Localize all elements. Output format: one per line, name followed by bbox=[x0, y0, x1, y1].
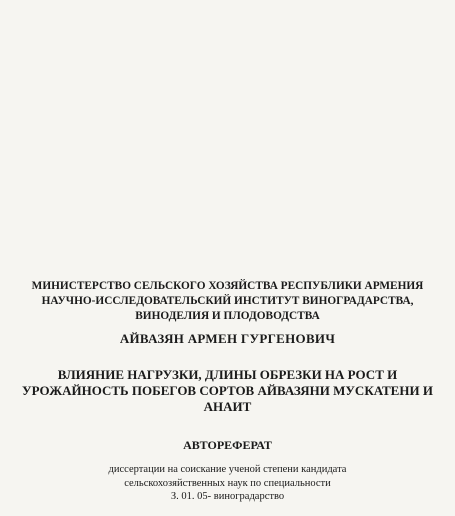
russian-document-kind: АВТОРЕФЕРАТ bbox=[183, 438, 272, 452]
russian-title-line: АНАИТ bbox=[203, 399, 252, 414]
russian-ministry-block bbox=[0, 279, 455, 324]
russian-title-line: УРОЖАЙНОСТЬ ПОБЕГОВ СОРТОВ АЙВАЗЯНИ МУСКАТЕНИ И bbox=[22, 383, 433, 398]
ministry-line: МИНИСТЕРСТВО СЕЛЬСКОГО ХОЗЯЙСТВА РЕСПУБЛИКИ АРМЕНИЯ bbox=[31, 280, 424, 292]
russian-author-name: АЙВАЗЯН АРМЕН ГУРГЕНОВИЧ bbox=[119, 331, 336, 346]
ministry-line: НАУЧНО-ИССЛЕДОВАТЕЛЬСКИЙ ИНСТИТУТ ВИНОГРАДАРСТВА, bbox=[41, 295, 414, 307]
purpose-line: диссертации на соискание ученой степени кандидата bbox=[108, 464, 347, 475]
ministry-line: ВИНОДЕЛИЯ И ПЛОДОВОДСТВА bbox=[135, 310, 320, 322]
russian-title-line: ВЛИЯНИЕ НАГРУЗКИ, ДЛИНЫ ОБРЕЗКИ НА РОСТ И bbox=[57, 367, 398, 382]
russian-dissertation-title bbox=[0, 367, 455, 415]
russian-purpose-block bbox=[0, 463, 455, 504]
purpose-line: сельскохозяйственных наук по специальности bbox=[124, 477, 331, 489]
purpose-line: З. 01. 05- виноградарство bbox=[170, 491, 285, 502]
